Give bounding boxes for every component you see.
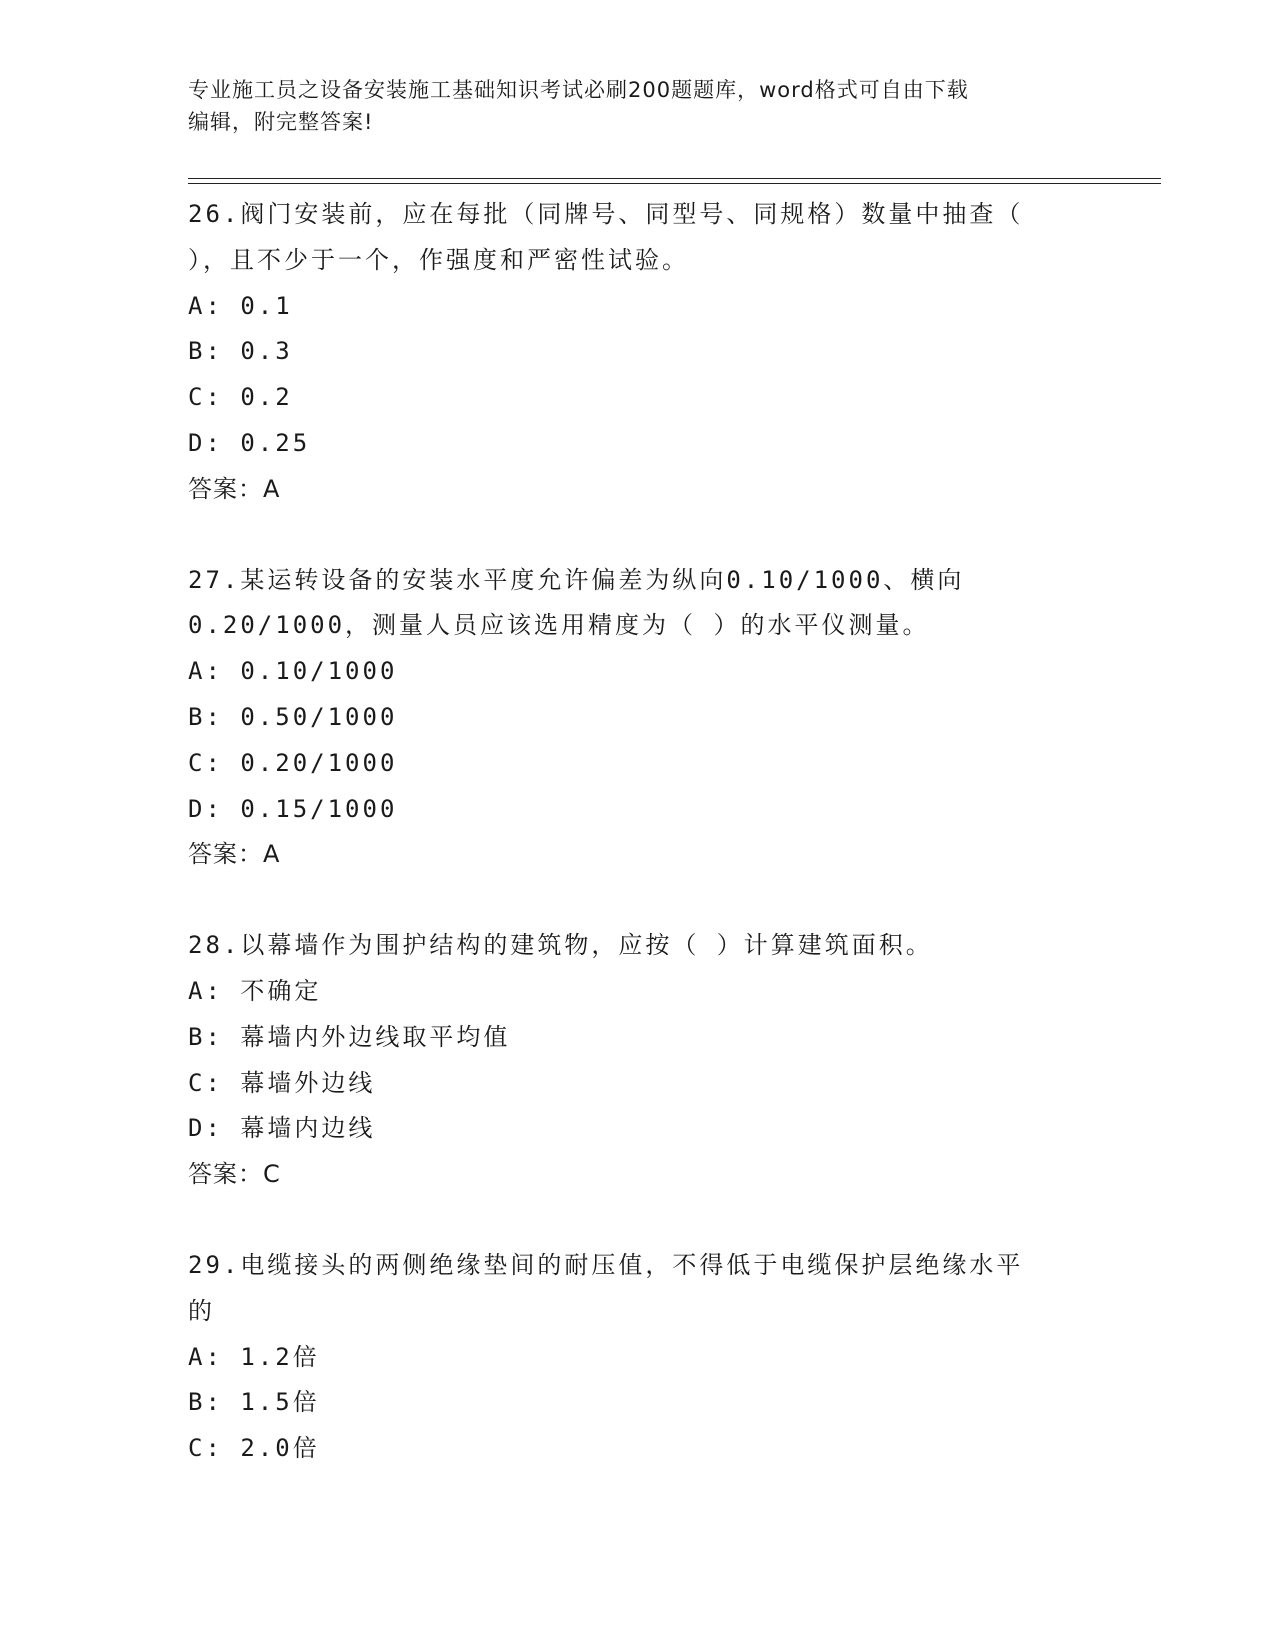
question-stem-continued: 的 — [188, 1296, 215, 1325]
question-26 — [188, 192, 1088, 513]
question-stem-continued: ），且不少于一个，作强度和严密性试验。 — [188, 245, 689, 274]
option-b: B: 1.5倍 — [188, 1388, 320, 1417]
option-c: C: 幕墙外边线 — [188, 1068, 376, 1097]
option-b: B: 0.3 — [188, 337, 293, 366]
option-c: C: 2.0倍 — [188, 1434, 320, 1463]
answer: 答案：A — [188, 474, 281, 503]
question-stem-continued: 0.20/1000，测量人员应该选用精度为（ ）的水平仪测量。 — [188, 611, 930, 640]
question-stem: 27.某运转设备的安装水平度允许偏差为纵向0.10/1000、横向 — [188, 565, 965, 594]
option-d: D: 0.15/1000 — [188, 794, 398, 823]
question-stem: 28.以幕墙作为围护结构的建筑物，应按（ ）计算建筑面积。 — [188, 931, 933, 960]
question-28 — [188, 923, 1088, 1198]
document-header — [188, 74, 1078, 138]
answer: 答案：C — [188, 1160, 281, 1189]
question-29 — [188, 1243, 1088, 1472]
question-list — [188, 192, 1088, 1517]
option-c: C: 0.2 — [188, 383, 293, 412]
option-d: D: 0.25 — [188, 428, 311, 457]
header-divider-bottom — [188, 183, 1161, 184]
header-line-1: 专业施工员之设备安装施工基础知识考试必刷200题题库，word格式可自由下载 — [188, 78, 969, 102]
option-a: A: 不确定 — [188, 976, 322, 1005]
option-d: D: 幕墙内边线 — [188, 1114, 376, 1143]
option-a: A: 0.1 — [188, 291, 293, 320]
question-27 — [188, 558, 1088, 879]
header-divider-top — [188, 178, 1161, 179]
option-c: C: 0.20/1000 — [188, 748, 398, 777]
option-a: A: 0.10/1000 — [188, 657, 398, 686]
question-stem: 26.阀门安装前，应在每批（同牌号、同型号、同规格）数量中抽查（ — [188, 200, 1024, 228]
option-b: B: 幕墙内外边线取平均值 — [188, 1022, 511, 1051]
option-a: A: 1.2倍 — [188, 1342, 320, 1371]
option-b: B: 0.50/1000 — [188, 702, 398, 731]
header-line-2: 编辑，附完整答案! — [188, 110, 374, 134]
answer: 答案：A — [188, 840, 281, 869]
question-stem: 29.电缆接头的两侧绝缘垫间的耐压值，不得低于电缆保护层绝缘水平 — [188, 1250, 1024, 1279]
